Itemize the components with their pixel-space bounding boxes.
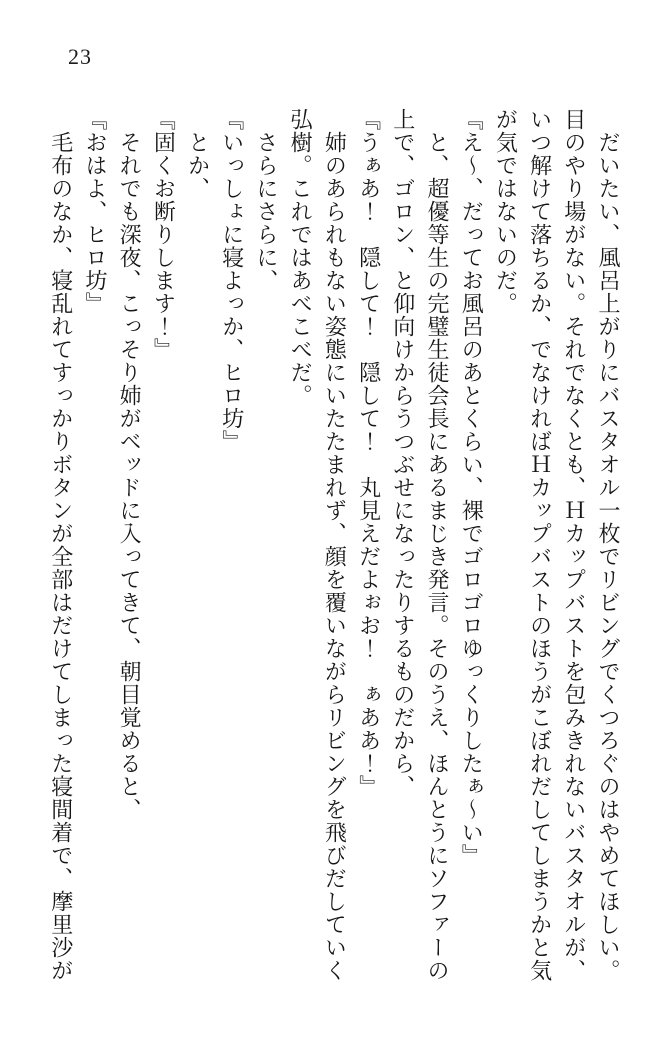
text-line-14: 『固くお断りします！』 xyxy=(150,108,176,361)
text-line-2: 目のやり場がない。それでなくとも、Ｈカップバストを包みきれないバスタオルが、 xyxy=(560,108,586,982)
page-number: 23 xyxy=(68,44,92,69)
text-block xyxy=(43,108,624,988)
text-line-17: 毛布のなか、寝乱れてすっかりボタンが全部はだけてしまった寝間着で、摩里沙が xyxy=(47,108,73,982)
text-line-4: が気ではないのだ。 xyxy=(492,108,518,315)
text-line-9: 姉のあられもない姿態にいたたまれず、顔を覆いながらリビングを飛びだしていく xyxy=(321,108,347,982)
text-line-7: 上で、ゴロン、と仰向けからうつぶせになったりするものだから、 xyxy=(389,108,415,798)
text-line-3: いつ解けて落ちるか、でなければＨカップバストのほうがこぼれだしてしまうかと気 xyxy=(526,108,552,982)
text-line-15: それでも深夜、こっそり姉がベッドに入ってきて、朝目覚めると、 xyxy=(116,108,142,821)
text-line-11: さらにさらに、 xyxy=(252,108,278,292)
text-line-12: 『いっしょに寝よっか、ヒロ坊』 xyxy=(218,108,244,453)
text-line-10: 弘樹。これではあべこべだ。 xyxy=(287,108,313,407)
text-line-8: 『うぁあ！ 隠して！ 隠して！ 丸見えだよぉお！ ぁああ！』 xyxy=(355,108,381,798)
text-line-1: だいたい、風呂上がりにバスタオル一枚でリビングでくつろぐのはやめてほしい。 xyxy=(595,108,620,982)
text-line-5: 『え〜、だってお風呂のあとくらい、裸でゴロゴロゆっくりしたぁ〜い』 xyxy=(458,108,484,867)
text-line-13: とか、 xyxy=(184,108,210,200)
text-line-6: と、超優等生の完璧生徒会長にあるまじき発言。そのうえ、ほんとうにソファーの xyxy=(423,108,449,982)
text-line-16: 『おはよ、ヒロ坊』 xyxy=(81,108,107,315)
